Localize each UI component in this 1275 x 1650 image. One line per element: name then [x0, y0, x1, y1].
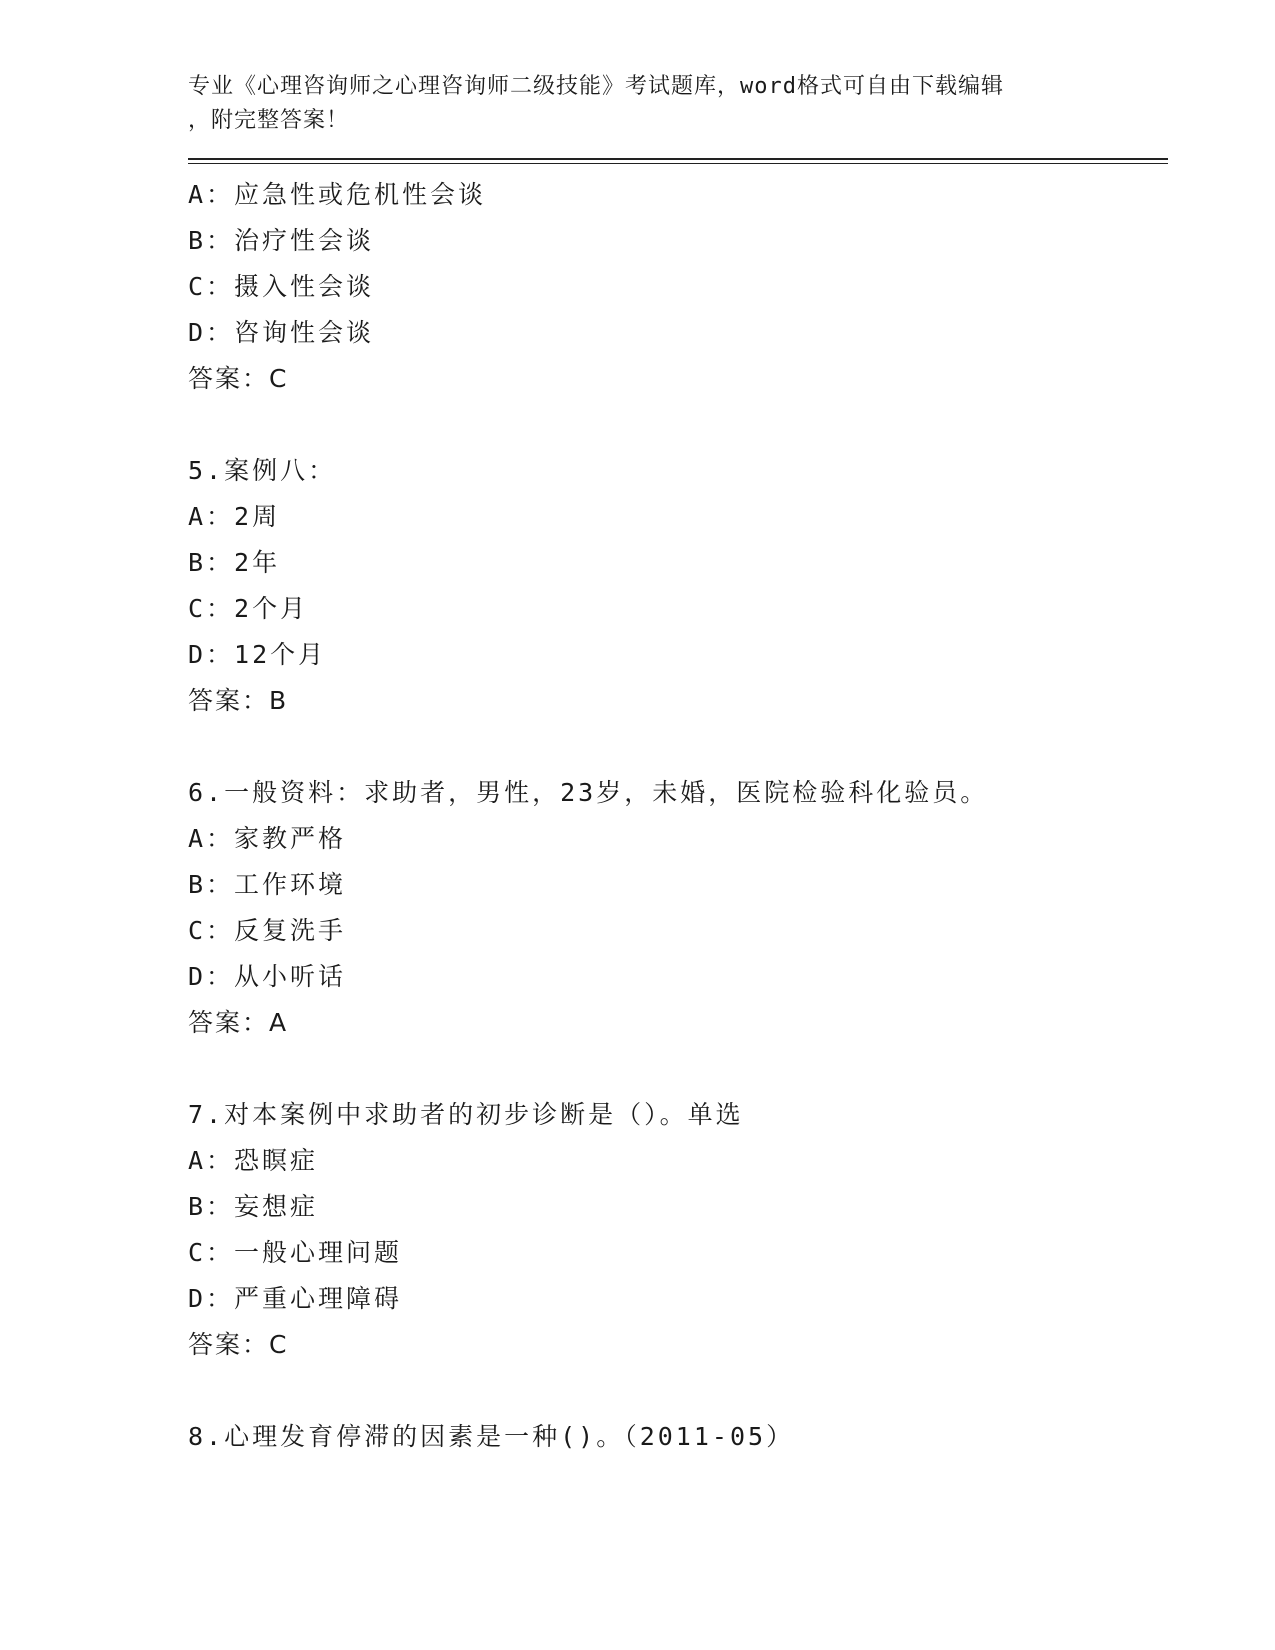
header-line-1: 专业《心理咨询师之心理咨询师二级技能》考试题库，word格式可自由下载编辑: [188, 74, 1004, 99]
question-text: 7.对本案例中求助者的初步诊断是（）。单选: [188, 1100, 744, 1129]
spacer: [188, 402, 1168, 448]
option-d: D：从小听话: [188, 962, 347, 991]
question-text: 6.一般资料：求助者，男性，23岁，未婚，医院检验科化验员。: [188, 778, 989, 807]
option-b: B：2年: [188, 548, 281, 577]
option-a: A：家教严格: [188, 824, 347, 853]
spacer: [188, 1046, 1168, 1092]
option-d: D：咨询性会谈: [188, 318, 375, 347]
option-c: C：摄入性会谈: [188, 272, 375, 301]
option-b: B：治疗性会谈: [188, 226, 375, 255]
option-b: B：妄想症: [188, 1192, 319, 1221]
divider-thick: [188, 158, 1168, 160]
answer: 答案：A: [188, 1008, 289, 1037]
divider-thin: [188, 163, 1168, 164]
question-8: [188, 1414, 1168, 1460]
question-5: [188, 448, 1168, 724]
question-text: 8.心理发育停滞的因素是一种()。（2011-05）: [188, 1422, 795, 1451]
option-d: D：12个月: [188, 640, 327, 669]
answer: 答案：C: [188, 1330, 289, 1359]
option-c: C：2个月: [188, 594, 309, 623]
header-line-2: ，附完整答案！: [188, 108, 350, 133]
answer: 答案：B: [188, 686, 289, 715]
spacer: [188, 1368, 1168, 1414]
question-7: [188, 1092, 1168, 1368]
answer: 答案：C: [188, 364, 289, 393]
question-text: 5.案例八：: [188, 456, 337, 485]
option-c: C：反复洗手: [188, 916, 347, 945]
option-c: C：一般心理问题: [188, 1238, 403, 1267]
option-a: A：恐瞑症: [188, 1146, 319, 1175]
option-d: D：严重心理障碍: [188, 1284, 403, 1313]
spacer: [188, 724, 1168, 770]
option-b: B：工作环境: [188, 870, 347, 899]
question-4: [188, 172, 1168, 402]
option-a: A：2周: [188, 502, 281, 531]
header-divider: [188, 158, 1168, 164]
document-header: [188, 70, 1168, 138]
question-6: [188, 770, 1168, 1046]
option-a: A：应急性或危机性会谈: [188, 180, 487, 209]
document-page: [188, 70, 1168, 1460]
